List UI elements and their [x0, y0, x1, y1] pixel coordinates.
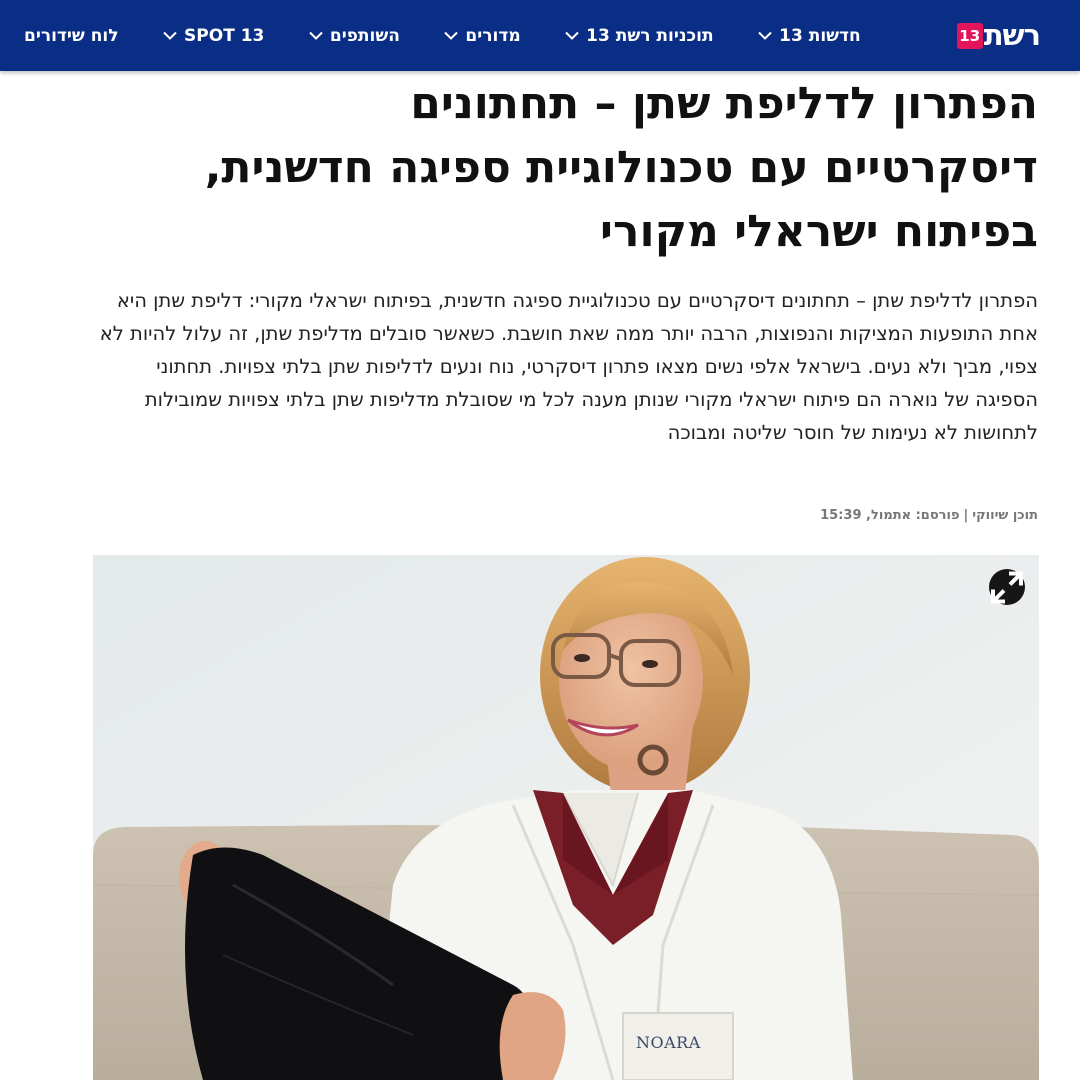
- chevron-down-icon: [309, 31, 323, 40]
- pocket-brand-text: NOARA: [636, 1033, 701, 1052]
- hero-photo: [93, 555, 1039, 1080]
- chevron-down-icon: [758, 31, 772, 40]
- site-logo[interactable]: [957, 16, 1040, 56]
- chevron-down-icon: [444, 31, 458, 40]
- nav-item-label: SPOT 13: [184, 25, 265, 46]
- headline-line: דיסקרטיים עם טכנולוגיית ספיגה חדשנית,: [204, 142, 1038, 193]
- chevron-down-icon: [565, 31, 579, 40]
- expand-image-button[interactable]: [989, 569, 1025, 605]
- logo-text: רשת: [983, 18, 1040, 52]
- article-headline: [108, 72, 1038, 264]
- nav-item-spot13[interactable]: [163, 26, 264, 46]
- nav-item-label: תוכניות רשת 13: [586, 25, 714, 46]
- nav-item-label: חדשות 13: [779, 25, 861, 46]
- main-nav: [24, 26, 861, 46]
- headline-line: הפתרון לדליפת שתן – תחתונים: [410, 78, 1038, 129]
- meta-separator: |: [963, 508, 969, 523]
- nav-item-label: לוח שידורים: [24, 25, 119, 46]
- article-published: פורסם: אתמול, 15:39: [820, 508, 960, 523]
- nav-item-partners[interactable]: [309, 26, 400, 46]
- nav-item-sections[interactable]: [444, 26, 520, 46]
- article-lead: הפתרון לדליפת שתן – תחתונים דיסקרטיים עם טכנולוגיית ספיגה חדשנית, בפיתוח ישראלי מקורי: דליפת שתן היא אחת התופעות המציקות והנפוצות, הרבה יותר ממה שאת חושבת. כשאשר סובלים מדליפת שתן, זה עלול להיות לא צפוי, מביך ולא נעים. בישראל אלפי נשים מצאו פתרון דיסקרטי, נוח ונעים לדליפות שתן בלתי צפויות. תחתוני הספיגה של נוארה הם פיתוח ישראלי מקורי שנותן מענה לכל מי שסובלת מדליפות שתן בלתי צפויות שמובילות לתחושות לא נעימות של חוסר שליטה ומבוכה: [99, 289, 1038, 444]
- nav-item-news[interactable]: [758, 26, 861, 46]
- hero-image[interactable]: [93, 555, 1039, 1080]
- nav-item-label: השותפים: [329, 25, 400, 46]
- nav-item-label: מדורים: [465, 25, 521, 46]
- article-category: תוכן שיווקי: [972, 508, 1038, 523]
- logo-badge: 13: [957, 23, 983, 49]
- headline-line: בפיתוח ישראלי מקורי: [600, 206, 1038, 257]
- expand-icon: [989, 555, 1025, 850]
- chevron-down-icon: [163, 31, 177, 40]
- nav-item-shows[interactable]: [565, 26, 713, 46]
- top-navigation-bar: [0, 0, 1080, 71]
- article-meta: [820, 508, 1038, 523]
- nav-item-schedule[interactable]: [24, 26, 119, 46]
